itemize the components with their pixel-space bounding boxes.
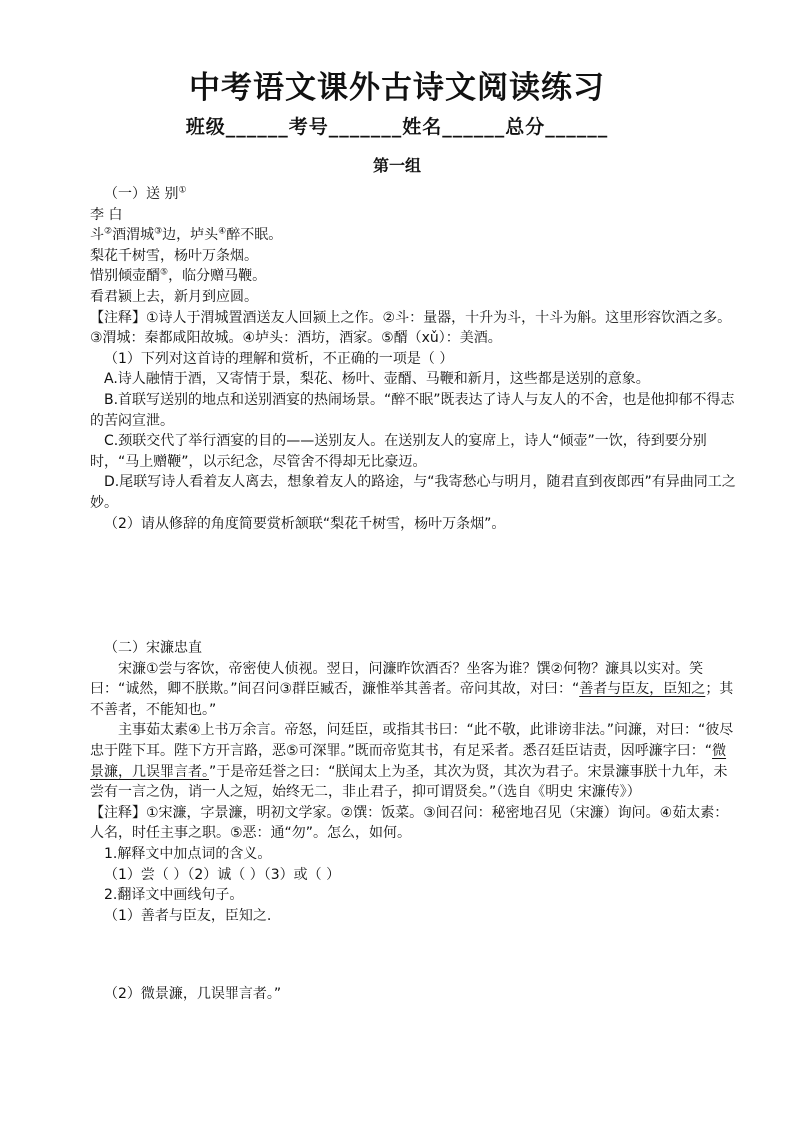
prose-question-1: 1.解释文中加点词的含义。 [104,846,272,863]
poem-notes-continued: ③渭城：秦都咸阳故城。④垆头：酒坊，酒家。⑤醑（xǔ）：美酒。 [90,330,502,347]
prose-paragraph-2: 主事茹太素④上书万余言。帝怒，问廷臣，或指其书曰：“此不敬，此诽谤非法。”问濂，对曰：“彼尽忠于陛下耳。陛下方开言路，恶⑤可深罪。”既而帝览其书，有足采者。悉召廷臣诘责，因呼濂字曰：“微景濂，几误罪言者。”于是帝廷誉之曰：“朕闻太上为圣，其次为贤，其次为君子。宋景濂事朕十九年，未尝有一言之伪，诮一人之短，始终无二，非止君子，抑可谓贤矣。”（选自《明史 宋濂传》） [90,722,734,801]
prose-section-heading: （二）宋濂忠直 [104,640,202,657]
poem-option-c: C.颈联交代了举行酒宴的目的——送别友人。在送别友人的宴席上，诗人“倾壶”一饮，待到要分别时，“马上赠鞭”，以示纪念，尽管舍不得却无比豪迈。 [90,433,707,470]
prose-question-2-item-2: （2）微景濂，几误罪言者。” [104,986,282,1003]
poem-option-a: A.诗人融情于酒，又寄情于景，梨花、杨叶、壶醑、马鞭和新月，这些都是送别的意象。 [104,371,650,388]
poem-option-b: B.首联写送别的地点和送别酒宴的热闹场景。“醉不眠”既表达了诗人与友人的不舍，也是他抑郁不得志 的苦闷宣泄。 [90,391,735,429]
underlined-sentence-1: 善者与臣友，臣知之 [579,681,706,698]
prose-question-1-blanks: （1）尝（ ）（2）诚（ ）（3）或（ ） [104,866,341,883]
reading-content [90,184,738,1005]
underlined-sentence-2: 微景濂，几误罪言者。 [90,743,727,780]
poem-line-1: 斗②酒渭城③边，垆头④醉不眠。 [90,226,283,244]
poem-question-1: （1）下列对这首诗的理解和赏析，不正确的一项是（ ） [104,350,454,367]
group-heading: 第一组 [372,156,421,175]
prose-question-2: 2.翻译文中画线句子。 [104,887,244,904]
poem-author: 李 白 [90,206,123,223]
poem-question-2: （2）请从修辞的角度简要赏析颔联“梨花千树雪，杨叶万条烟”。 [104,515,506,532]
poem-line-3: 惜别倾壶醑⑤，临分赠马鞭。 [90,267,267,285]
poem-option-d: D.尾联写诗人看着友人离去，想象着友人的路途，与“我寄愁心与明月，随君直到夜郎西”有异曲同工之妙。 [90,474,736,511]
poem-line-2: 梨花千树雪，杨叶万条烟。 [90,247,258,264]
prose-question-2-item-1: （1）善者与臣友，臣知之. [104,907,272,924]
page-title: 中考语文课外古诗文阅读练习 [189,70,605,106]
student-info-line: 班级______考号_______姓名______总分______ [185,116,609,138]
poem-section-heading: （一）送 别① [104,185,187,202]
prose-notes: 【注释】①宋濂，字景濂，明初文学家。②馔：饭菜。③间召问：秘密地召见（宋濂）询问。④茹太素：人名，时任主事之职。⑤恶：通“勿”。怎么，如何。 [90,804,729,842]
answer-space-2 [90,926,738,984]
prose-paragraph-1: 宋濂①尝与客饮，帝密使人侦视。翌日，问濂昨饮酒否？坐客为谁？馔②何物？濂具以实对。笑曰：“诚然，卿不朕欺。”间召问③群臣臧否，濂惟举其善者。帝问其故，对曰：“善者与臣友，臣知之；其不善者，不能知也。” [90,660,734,718]
answer-space-1 [90,534,738,638]
poem-line-4: 看君颍上去，新月到应圆。 [90,288,258,305]
poem-notes: 【注释】①诗人于渭城置酒送友人回颍上之作。②斗：量器，十升为斗，十斗为斛。这里形容饮酒之多。 [90,309,732,326]
